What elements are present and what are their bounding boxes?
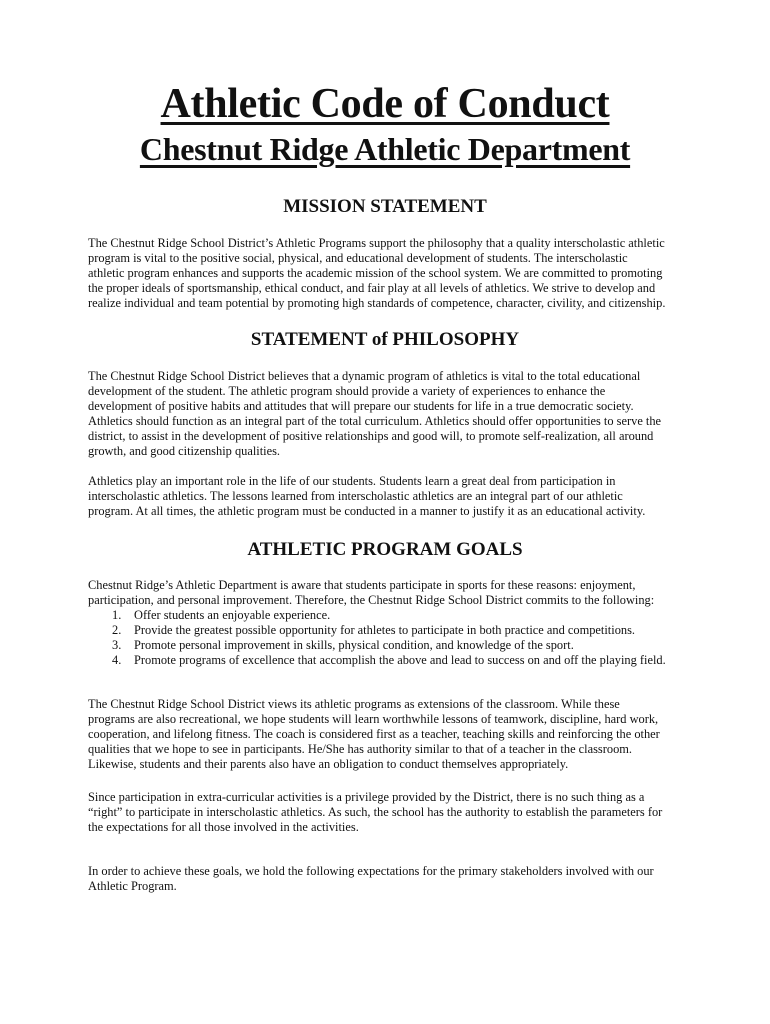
text-line: the expectations for all those involved in the activities. [88,820,359,835]
text-line: In order to achieve these goals, we hold the following expectations for the primary stakeholders involved with our [88,864,654,878]
text-line: the proper ideals of sportsmanship, ethical conduct, and fair play at all levels of athletics. We strive to develop and [88,281,656,296]
text-line: The Chestnut Ridge School District believes that a dynamic program of athletics is vital to the total educational [88,369,641,383]
list-item [112,653,692,668]
text-line: The Chestnut Ridge School District views its athletic programs as extensions of the classroom. While these [88,697,620,711]
text-line: participation, and personal improvement. Therefore, the Chestnut Ridge School District commits to the following: [88,593,655,608]
list-number: 2. [112,623,122,638]
document-title: Athletic Code of Conduct [160,81,610,127]
philosophy-heading: STATEMENT of PHILOSOPHY [250,329,520,350]
text-line: Athletic Program. [88,879,177,894]
text-line: Likewise, students and their parents also have an obligation to conduct themselves appropriately. [88,757,569,772]
list-item [112,623,692,638]
text-line: cooperation, and lifelong fitness. The coach is considered first as a teacher, teaching skills and reinforcing the other [88,727,660,742]
text-line: The Chestnut Ridge School District’s Athletic Programs support the philosophy that a quality interscholastic athletic [88,236,665,250]
text-line: program. At all times, the athletic program must be conducted in a manner to justify it as an educational activity. [88,504,646,519]
expectations-paragraph [88,864,688,894]
list-text: Provide the greatest possible opportunity for athletes to participate in both practice and competitions. [134,623,635,638]
text-line: Since participation in extra-curricular activities is a privilege provided by the District, there is no such thing as a [88,790,645,804]
list-number: 3. [112,638,122,653]
text-line: development of the student. The athletic program should provide a variety of experiences to enhance the [88,384,606,399]
list-number: 4. [112,653,122,668]
philosophy-paragraph-2 [88,474,688,519]
philosophy-paragraph-1 [88,369,688,460]
mission-paragraph [88,236,688,311]
list-text: Promote programs of excellence that accomplish the above and lead to success on and off the playing field. [134,653,666,668]
goals-list [112,608,692,668]
text-line: Athletics should function as an integral part of the total curriculum. Athletics should offer opportunities to serve the [88,414,662,429]
document-subtitle: Chestnut Ridge Athletic Department [139,131,631,167]
list-item [112,638,692,653]
list-text: Offer students an enjoyable experience. [134,608,331,622]
text-line: programs are also recreational, we hope students will learn worthwhile lessons of teamwork, discipline, hard work, [88,712,659,727]
text-line: district, to assist in the development of positive relationships and good will, to promote self-realization, all around [88,429,654,444]
list-text: Promote personal improvement in skills, physical condition, and knowledge of the sport. [134,638,574,653]
text-line: program is vital to the positive social, physical, and educational development of students. The interscholastic [88,251,628,266]
text-line: interscholastic athletics. The lessons learned from interscholastic athletics are an integral part of our athletic [88,489,623,504]
text-line: Chestnut Ridge’s Athletic Department is aware that students participate in sports for these reasons: enjoyment, [88,578,636,592]
goals-intro-paragraph [88,578,688,608]
text-line: “right” to participate in interscholastic athletics. As such, the school has the authority to establish the parameters for [88,805,663,820]
goals-heading: ATHLETIC PROGRAM GOALS [247,539,523,560]
text-line: qualities that we hope to see in participants. He/She has authority similar to that of a teacher in the classroom. [88,742,633,757]
privilege-paragraph [88,790,688,835]
list-number: 1. [112,608,122,622]
text-line: realize individual and team potential by promoting high standards of competence, character, civility, and citizenship. [88,296,666,311]
mission-heading: MISSION STATEMENT [283,196,487,217]
text-line: growth, and good citizenship qualities. [88,444,281,459]
text-line: development of positive habits and attitudes that will prepare our students for life in a true democratic society. [88,399,634,414]
text-line: Athletics play an important role in the life of our students. Students learn a great deal from participation in [88,474,616,488]
text-line: athletic program enhances and supports the academic mission of the school system. We are committed to promoting [88,266,663,281]
list-item [112,608,692,623]
views-paragraph [88,697,688,772]
